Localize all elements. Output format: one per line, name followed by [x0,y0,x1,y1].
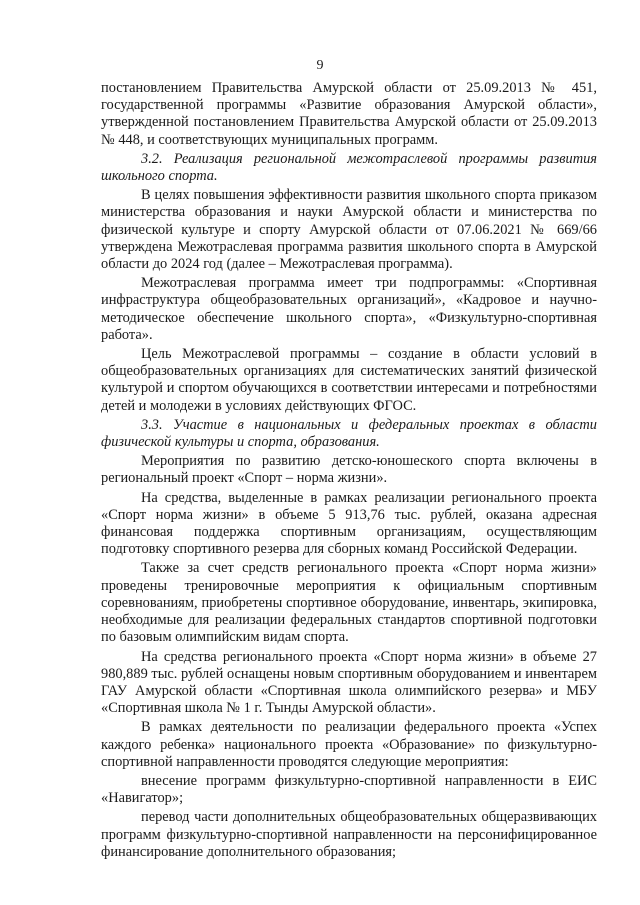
section-heading-3-2: 3.2. Реализация региональной межотраслевой программы развития школьного спорта. [101,150,597,185]
paragraph: В целях повышения эффективности развития школьного спорта приказом министерства образования и науки Амурской области и министерства по физической культуре и спорту Амурской области от 07.06.2021 № 669/66 утверждена Межотраслевая программа развития школьного спорта в Амурской области до 2024 год (далее – Межотраслевая программа). [101,187,597,273]
paragraph: Мероприятия по развитию детско-юношеского спорта включены в региональный проект «Спорт – норма жизни». [101,453,597,487]
paragraph: В рамках деятельности по реализации федерального проекта «Успех каждого ребенка» национального проекта «Образование» по физкультурно-спортивной направленности проводятся следующие мероприятия: [101,719,597,770]
paragraph: На средства регионального проекта «Спорт норма жизни» в объеме 27 980,889 тыс. рублей оснащены новым спортивным оборудованием и инвентарем ГАУ Амурской области «Спортивная школа олимпийского резерва» и МБУ «Спортивная школа № 1 г. Тынды Амурской области». [101,648,597,717]
paragraph-continuation: постановлением Правительства Амурской области от 25.09.2013 № 451, государственной программы «Развитие образования Амурской области», утвержденной постановлением Правительства Амурской области от 25.09.2013 № 448, и соответствующих муниципальных программ. [101,80,597,148]
paragraph: Также за счет средств регионального проекта «Спорт норма жизни» проведены тренировочные мероприятия к официальным спортивным соревнованиям, приобретены спортивное оборудование, инвентарь, экипировка, необходимые для реализации федеральных стандартов спортивной подготовки по базовым олимпийским видам спорта. [101,560,597,646]
paragraph: Цель Межотраслевой программы – создание в области условий в общеобразовательных организациях для систематических занятий физической культурой и спортом обучающихся в соответствии интересами и потребностями детей и молодежи в условиях действующих ФГОС. [101,346,597,414]
list-item: внесение программ физкультурно-спортивной направленности в ЕИС «Навигатор»; [101,772,597,807]
document-body [101,80,597,863]
paragraph: Межотраслевая программа имеет три подпрограммы: «Спортивная инфраструктура общеобразовательных организаций», «Кадровое и научно-методическое обеспечение школьного спорта», «Физкультурно-спортивная работа». [101,275,597,343]
section-heading-3-3: 3.3. Участие в национальных и федеральных проектах в области физической культуры и спорта, образования. [101,416,597,451]
page-number: 9 [316,58,324,73]
paragraph: На средства, выделенные в рамках реализации регионального проекта «Спорт норма жизни» в объеме 5 913,76 тыс. рублей, оказана адресная финансовая поддержка спортивным организациям, осуществляющим подготовку спортивного резерва для сборных команд Российской Федерации. [101,489,597,558]
list-item: перевод части дополнительных общеобразовательных общеразвивающих программ физкультурно-спортивной направленности на персонифицированное финансирование дополнительного образования; [101,809,597,860]
